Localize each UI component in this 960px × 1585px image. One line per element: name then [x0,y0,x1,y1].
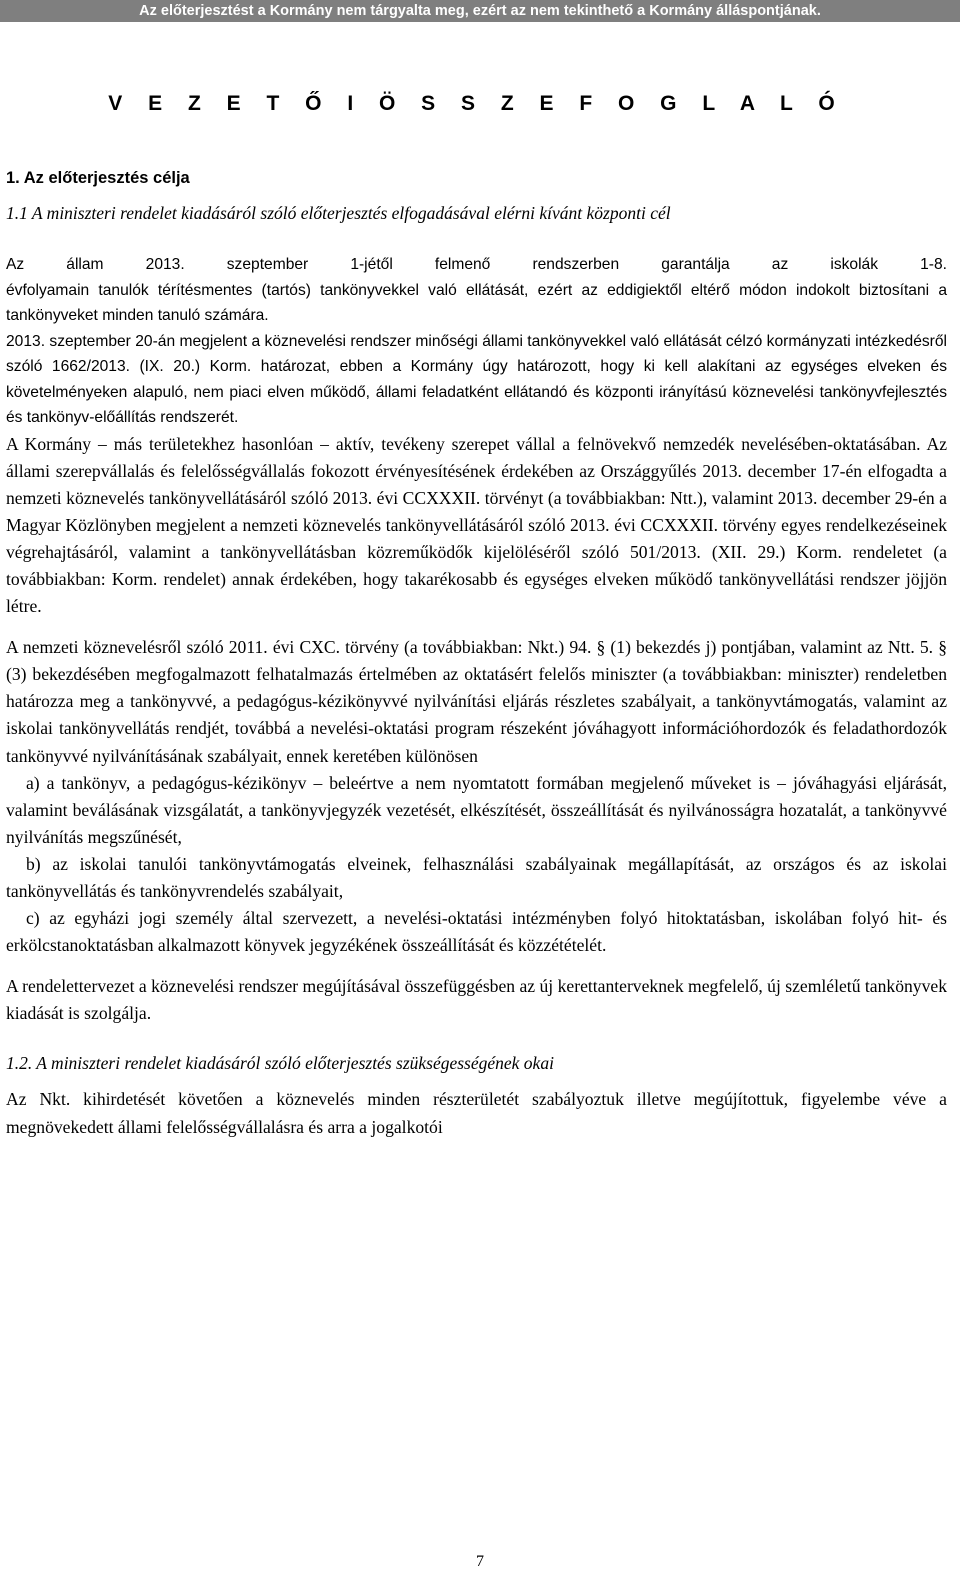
paragraph-line-1: Az állam 2013. szeptember 1-jétől felmenő rendszerben garantálja az iskolák 1-8. [6,256,947,273]
disclaimer-header: Az előterjesztést a Kormány nem tárgyalta meg, ezért az nem tekinthető a Kormány álláspontjának. [0,0,960,22]
paragraph-2: 2013. szeptember 20-án megjelent a köznevelési rendszer minőségi állami tankönyvekkel való ellátását célzó kormányzati intézkedésről szóló 1662/2013. (IX. 20.) Korm. határozat, ebben a Kormány úgy határozott, hogy ki kell alakítani az egységes elveken és követelményeken alapuló, nem piaci elven működő, állami feladatként ellátandó és központi irányítású köznevelési tankönyvfejlesztés és tankönyv-előállítás rendszerét. [6,332,947,426]
section-heading-1: 1. Az előterjesztés célja [6,169,190,187]
paragraph-3 [6,431,947,621]
list-item-c: c) az egyházi jogi személy által szervezett, a nevelési-oktatási intézményben folyó hitoktatásban, iskolában folyó hit- és erkölcstanoktatásban alkalmazott könyvek jegyzékének összeállítását és közzétételét. [6,908,947,956]
paragraph-5: A rendelettervezet a köznevelési rendszer megújításával összefüggésben az új kerettanterveknek megfelelő, új szemléletű tankönyvek kiadását is szolgálja. [6,976,947,1024]
paragraph-6: Az Nkt. kihirdetését követően a köznevelés minden részterületét szabályoztuk illetve megújítottuk, figyelembe véve a megnövekedett állami felelősségvállalásra és arra a jogalkotói [6,1089,947,1137]
list-item-a: a) a tankönyv, a pedagógus-kézikönyv – beleértve a nem nyomtatott formában megjelenő műveket is – jóváhagyási eljárását, valamint beválásának vizsgálatát, a tankönyvjegyzék vezetését, elkészítését, összeállítását és nyilvánosságra hozatalát, a tankönyvvé nyilvánítás megszűnését, [6,772,947,847]
list-item-b: b) az iskolai tanulói tankönyvtámogatás elveinek, felhasználási szabályainak megállapítását, az országos és az iskolai tankönyvellátás és tankönyvrendelés szabályait, [6,853,947,901]
document-page [6,92,947,1141]
paragraph-3b: Az állami szerepvállalás és felelősségvállalás fokozott érvényesítésének érdekében az Országgyűlés 2013. december 17-én elfogadta a nemzeti köznevelés tankönyvellátásáról szóló 2013. évi CCXXXII. törvényt (a továbbiakban: Ntt.), valamint 2013. december 29-én a Magyar Közlönyben megjelent a nemzeti köznevelés tankönyvellátásáról szóló 2013. évi CCXXXII. törvény egyes rendelkezéseinek végrehajtásáról, valamint a tankönyvellátásban közreműködők kijelöléséről szóló 501/2013. (XII. 29.) Korm. rendeletet (a továbbiakban: Korm. rendelet) annak érdekében, hogy takarékosabb és egységes elveken működő tankönyvellátási rendszer jöjjön létre. [6,433,947,617]
document-title: V E Z E T Ő I Ö S S Z E F O G L A L Ó [108,92,845,115]
paragraph-1: évfolyamain tanulók térítésmentes (tartós) tankönyvekkel való ellátását, ezért az eddigiektől eltérő módon indokolt biztosítani a tankönyveket minden tanuló számára. [6,281,947,324]
subsection-heading-1-2: 1.2. A miniszteri rendelet kiadásáról szóló előterjesztés szükségességének okai [6,1053,554,1074]
paragraph-4: A nemzeti köznevelésről szóló 2011. évi CXC. törvény (a továbbiakban: Nkt.) 94. § (1) bekezdés j) pontjában, valamint az Ntt. 5. § (3) bekezdésében megfogalmazott felhatalmazás értelmében az oktatásért felelős miniszter (a továbbiakban: miniszter) rendeletben határozza meg a tankönyvvé, a pedagógus-kézikönyvvé nyilvánítási eljárás részletes szabályait, a tankönyvtámogatás, valamint az iskolai tankönyvellátás rendjét, továbbá a nevelési-oktatási program részeként jóváhagyott információhordozók és feladathordozók tankönyvvé nyilvánításának szabályait, ennek keretében különösen [6,637,947,766]
page-number: 7 [476,1553,484,1570]
paragraph-3a: A Kormány – más területekhez hasonlóan – aktív, tevékeny szerepet vállal a felnövekvő nemzedék nevelésében-oktatásában. [6,433,921,454]
subsection-heading-1-1: 1.1 A miniszteri rendelet kiadásáról szóló előterjesztés elfogadásával elérni kívánt központi cél [6,203,671,223]
